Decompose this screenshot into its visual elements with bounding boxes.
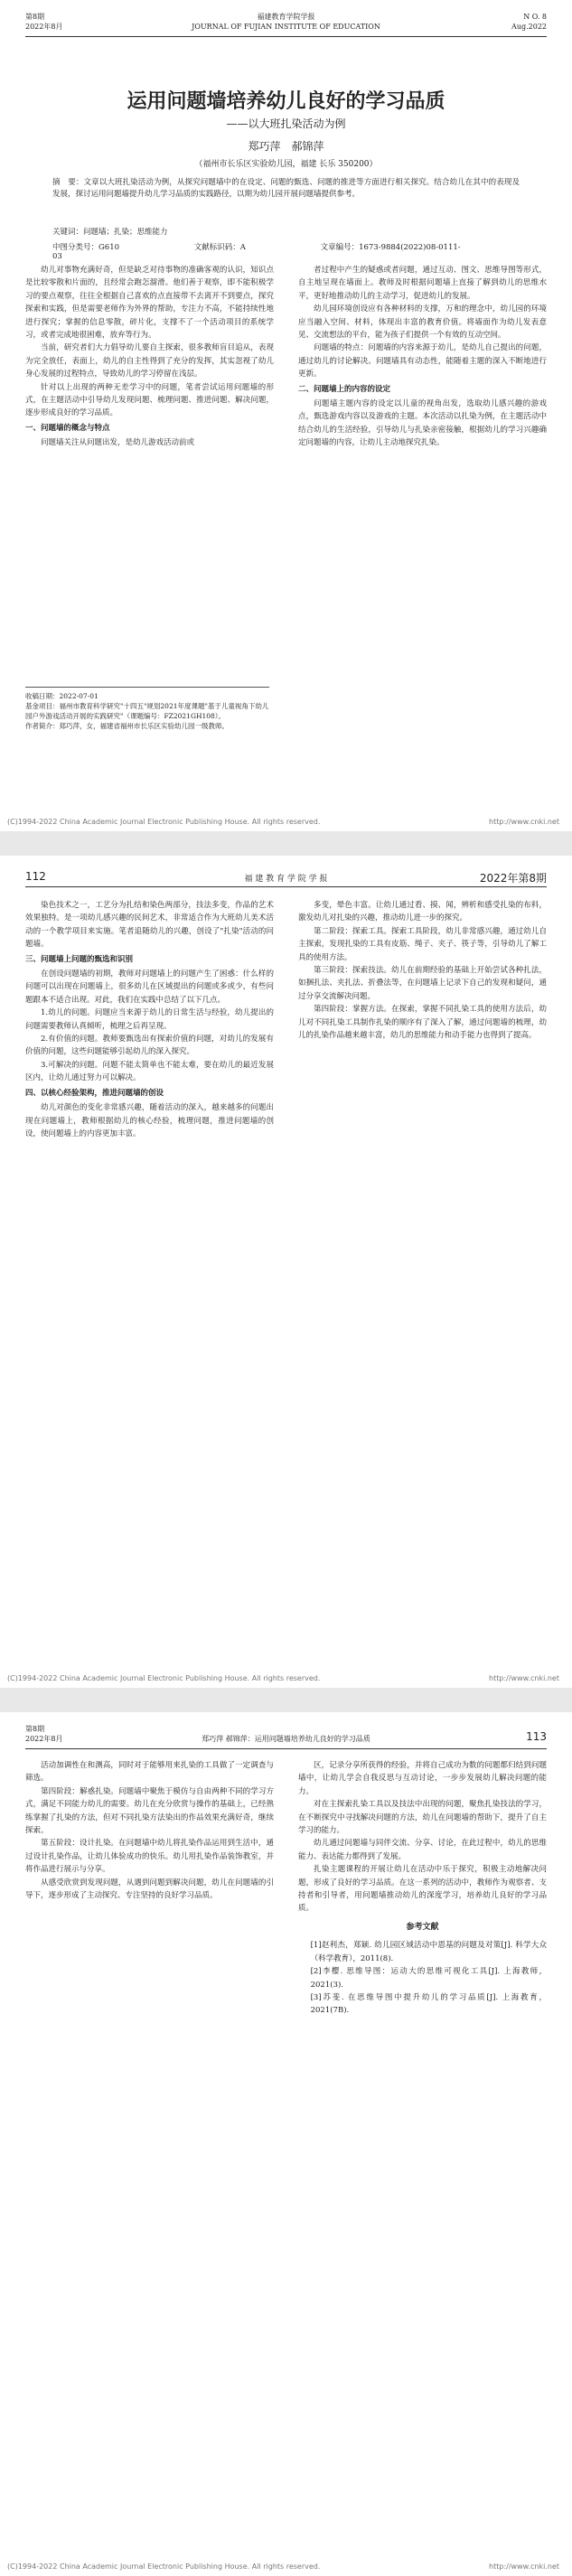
paragraph: 染色技术之一，工艺分为扎结和染色两部分，技法多变，作品的艺术效果独特。是一项幼儿感兴趣的民间艺术，非常适合作为大班幼儿美术活动的一个教学项目来实施。笔者追随幼儿的兴趣，创设了"扎染"活动的问题墙。 [25, 901, 274, 950]
running-header [25, 1721, 547, 1749]
abstract: 摘 要：文章以大班扎染活动为例，从探究问题墙中的在设定、问题的甄选、问题的推进等方面进行相关探究。结合幼儿在其中的表现及发展，探讨运用问题墙提升幼儿学习品质的实践路径，以期为幼儿园开展问题墙提供参考。 [52, 178, 520, 199]
site-link[interactable]: http://www.cnki.net [489, 818, 559, 826]
body-column-right [298, 1759, 547, 2536]
article-number: 文章编号：1673-9884(2022)08-0111-03 [52, 243, 461, 261]
section-heading: 三、问题墙上问题的甄选和识别 [25, 954, 134, 964]
reference-item: [3]苏斐. 在思维导图中提升幼儿的学习品质[J]. 上海教育，2021(7B). [310, 1992, 547, 2016]
paragraph: 幼儿通过问题墙与同伴交流、分享、讨论，在此过程中，幼儿的思维能力、表达能力都得到了发展。 [298, 1839, 547, 1861]
paragraph: 问题墙的特点：问题墙的内容来源于幼儿，是幼儿自己提出的问题，通过幼儿的讨论解决。问题墙具有动态性，能随着主题的深入不断地进行更新。 [298, 343, 547, 379]
body-column-left [25, 264, 274, 675]
paragraph: 第三阶段：探索技法。幼儿在前期经验的基础上开始尝试各种扎法，如捆扎法、夹扎法、折叠法等，在问题墙上记录下自己的发现和疑问，通过分享交流解决问题。 [298, 966, 547, 1001]
document-code: 文献标识码：A [193, 243, 246, 252]
clc-number: 中图分类号：G610 [52, 243, 120, 252]
keywords: 关键词：问题墙；扎染；思维能力 [52, 228, 168, 237]
copyright-notice: (C)1994-2022 China Academic Journal Electronic Publishing House. All rights reserved. [7, 1674, 321, 1682]
journal-header [25, 9, 547, 37]
footnote-received: 收稿日期：2022-07-01 [25, 692, 98, 700]
paragraph: 者过程中产生的疑惑或者问题，通过互动、图文、思维导图等形式，自主地呈现在墙面上。教师及时根据问题墙上直接了解到幼儿的思维水平，更好地推动幼儿的主动学习，促进幼儿的发展。 [298, 266, 547, 301]
copyright-notice: (C)1994-2022 China Academic Journal Electronic Publishing House. All rights reserved. [7, 2562, 321, 2571]
paragraph: 多变，晕色丰富。让幼儿通过看、摸、闻，辨析和感受扎染的布料，激发幼儿对扎染的兴趣，推动幼儿进一步的探究。 [298, 901, 547, 923]
paragraph: 第四阶段：解惑扎染。问题墙中聚焦于模仿与自由两种不同的学习方式，满足不同能力幼儿的需要。幼儿在充分欣赏与操作的基础上，已经熟练掌握了扎染的方法，但对不同扎染方法染出的作品效果充满好奇，继续探索。 [25, 1786, 274, 1836]
journal-name: 福 建 教 育 学 院 学 报 [244, 875, 328, 884]
paragraph: 区，记录分享所获得的经验，并将自己成功为数的问题都归结到问题墙中，让幼儿学会自我反思与互动讨论，一步步发展幼儿解决问题的能力。 [298, 1761, 547, 1796]
article-subtitle: ——以大班扎染活动为例 [226, 117, 346, 130]
paragraph: 幼儿对事物充满好奇，但是缺乏对待事物的准确客观的认识，知识点是比较零散和片面的，且经常会跑怎溜滑。他们善于观察，即不能积极学习的要点观察，往往全根据自己喜欢的点直接带不去离开不到要点，探究探索和实践，但是需要老师作为外界的帮助，专注力不高，不能持续性地进行探究；掌握的信息零散，碎片化，支撑不了一个活动项目的系统学习，或者完成地很困难，放弃等行为。 [25, 266, 274, 341]
body-column-right [298, 899, 547, 1658]
issue-label: 第8期 [25, 1725, 45, 1733]
issue-date: 2022年8月 [25, 23, 63, 31]
paragraph: 问题墙关注从问题出发，是幼儿游戏活动前或 [41, 438, 195, 448]
page-3 [0, 1712, 572, 2576]
footnote-fund: 基金项目：福州市教育科学研究"十四五"规划2021年度课题"基于儿童视角下幼儿园户外游戏活动开展的实践研究"（课题编号：FZ2021GH108）。 [25, 702, 269, 720]
section-heading: 二、问题墙上的内容的设定 [298, 384, 391, 394]
reference-item: [1]赵利杰，郑颖. 幼儿园区域活动中恩基的问题及对策[J]. 科学大众（科学教育），2011(8). [310, 1941, 547, 1963]
reference-item: [2]李樱. 思维导图：运动大的思维可视化工具[J]. 上海教师，2021(3). [310, 1967, 547, 1990]
issue-label: 2022年第8期 [479, 872, 547, 885]
paragraph: 3.可解决的问题。问题不能太简单也不能太难，要在幼儿的最近发展区内，让幼儿通过努力可以解决。 [25, 1060, 274, 1083]
paragraph: 1.幼儿的问题。问题应当来源于幼儿的日常生活与经验，幼儿提出的问题需要教师认真倾听，梳理之后再呈现。 [25, 1008, 274, 1031]
references-heading: 参考文献 [406, 1922, 439, 1932]
paragraph: 从感受欣赏到发现问题，从遇到问题到解决问题，幼儿在问题墙的引导下，逐步形成了主动探究、专注坚持的良好学习品质。 [25, 1878, 274, 1901]
site-link[interactable]: http://www.cnki.net [489, 2562, 559, 2571]
paragraph: 第二阶段：探索工具。探索工具阶段，幼儿非常感兴趣，通过幼儿自主探索，发现扎染的工具有皮筋、绳子、夹子、筷子等，引导幼儿了解工具的使用方法。 [298, 926, 547, 962]
body-column-left [25, 899, 274, 1658]
article-authors: 郑巧萍 郝锦萍 [248, 140, 324, 153]
section-heading: 四、以核心经验架构，推进问题墙的创设 [25, 1088, 164, 1098]
paragraph: 针对以上出现的两种无差学习中的问题，笔者尝试运用问题墙的形式，在主题活动中引导幼儿发现问题、梳理问题、推进问题、解决问题，逐步形成良好的学习品质。 [25, 382, 274, 418]
paragraph: 问题墙主题内容的设定以儿童的视角出发，选取幼儿感兴趣的游戏点，甄选游戏内容以及游戏的主题。本次活动以扎染为例，在主题活动中结合幼儿的生活经验，引导幼儿与扎染亲密接触，根据幼儿的学习兴趣确定问题墙的内容，让幼儿主动地探究扎染。 [298, 399, 547, 448]
article-title: 运用问题墙培养幼儿良好的学习品质 [127, 90, 445, 113]
paragraph: 活动加调性在和测高，同时对于能够用来扎染的工具做了一定调查与筛选。 [25, 1761, 274, 1784]
running-header [25, 866, 547, 887]
paragraph: 当前，研究者们大力倡导幼儿要自主探索，很多教师盲目追从，表现为完全放任，表面上，幼儿的自主性得到了充分的发挥，其实忽视了幼儿身心发展的过程特点，导致幼儿的学习停留在浅层。 [25, 343, 274, 379]
paragraph: 2.有价值的问题。教师要甄选出有探索价值的问题，对幼儿的发展有价值的问题，这些问题能够引起幼儿的深入探究。 [25, 1035, 274, 1057]
issue-number-en: N O. 8 [523, 13, 547, 21]
footnotes [25, 687, 269, 731]
paragraph: 第四阶段：掌握方法。在探索，掌握不同扎染工具的使用方法后，幼儿对不同扎染工具制作扎染的顺序有了深入了解，通过问题墙的梳理，幼儿的扎染作品越来越丰富，幼儿的思维能力和动手能力也得到了提高。 [298, 1005, 547, 1041]
issue-date-en: Aug.2022 [511, 23, 547, 31]
page-number: 113 [526, 1730, 547, 1743]
paragraph: 幼儿对颜色的变化非常感兴趣，随着活动的深入，越来越多的问题出现在问题墙上，教师根据幼儿的核心经验，梳理问题，推进问题墙的创设，使问题墙上的内容更加丰富。 [25, 1103, 274, 1138]
page-number: 112 [25, 870, 46, 883]
classification-line [52, 241, 520, 261]
paragraph: 在创设问题墙的初期，教师对问题墙上的问题产生了困惑：什么样的问题可以出现在问题墙上，很多幼儿在区域提出的问题或多或少，有些问题跟本不适合出现。对此，我们在实践中总结了以下几点。 [25, 970, 274, 1005]
paragraph: 第五阶段：设计扎染。在问题墙中幼儿将扎染作品运用到生活中，通过设计扎染作品，让幼儿体验成功的快乐。幼儿用扎染作品装饰教室，并将作品进行展示与分享。 [25, 1839, 274, 1875]
footnote-author: 作者简介：郑巧萍，女，福建省福州市长乐区实验幼儿园一级教师。 [25, 722, 229, 730]
page-2 [0, 856, 572, 1688]
copyright-notice: (C)1994-2022 China Academic Journal Electronic Publishing House. All rights reserved. [7, 818, 321, 826]
body-column-left [25, 1759, 274, 2536]
page-1 [0, 0, 572, 831]
journal-title-cn: 福建教育学院学报 [257, 13, 315, 21]
paragraph: 幼儿园环境创设应有各种材料的支撑，万和的理念中，幼儿园的环境应当融入空间、材料，体现出丰富的教育价值。将墙面作为幼儿发表意见、交流想法的平台，能为孩子们提供一个有效的互动空间。 [298, 304, 547, 341]
issue-date: 2022年8月 [25, 1735, 63, 1743]
site-link[interactable]: http://www.cnki.net [489, 1674, 559, 1682]
issue-label: 第8期 [25, 13, 45, 21]
paragraph: 对在主探索扎染工具以及技法中出现的问题，聚焦扎染技法的学习，在不断探究中寻找解决问题的方法，幼儿在问题墙的帮助下，提升了自主学习的能力。 [298, 1800, 547, 1836]
section-heading: 一、问题墙的概念与特点 [25, 423, 110, 433]
article-affiliation: （福州市长乐区实验幼儿园，福建 长乐 350200） [194, 160, 378, 169]
body-column-right [298, 264, 547, 770]
paragraph: 扎染主题课程的开展让幼儿在活动中乐于探究，积极主动地解决问题，形成了良好的学习品质。在这一系列的活动中，教师作为观察者、支持者和引导者，用问题墙推动幼儿的深度学习，培养幼儿良好的学习品质。 [298, 1865, 547, 1914]
journal-title-en: JOURNAL OF FUJIAN INSTITUTE OF EDUCATION [192, 23, 380, 31]
article-running-title: 郑巧萍 郝锦萍：运用问题墙培养幼儿良好的学习品质 [202, 1735, 370, 1743]
